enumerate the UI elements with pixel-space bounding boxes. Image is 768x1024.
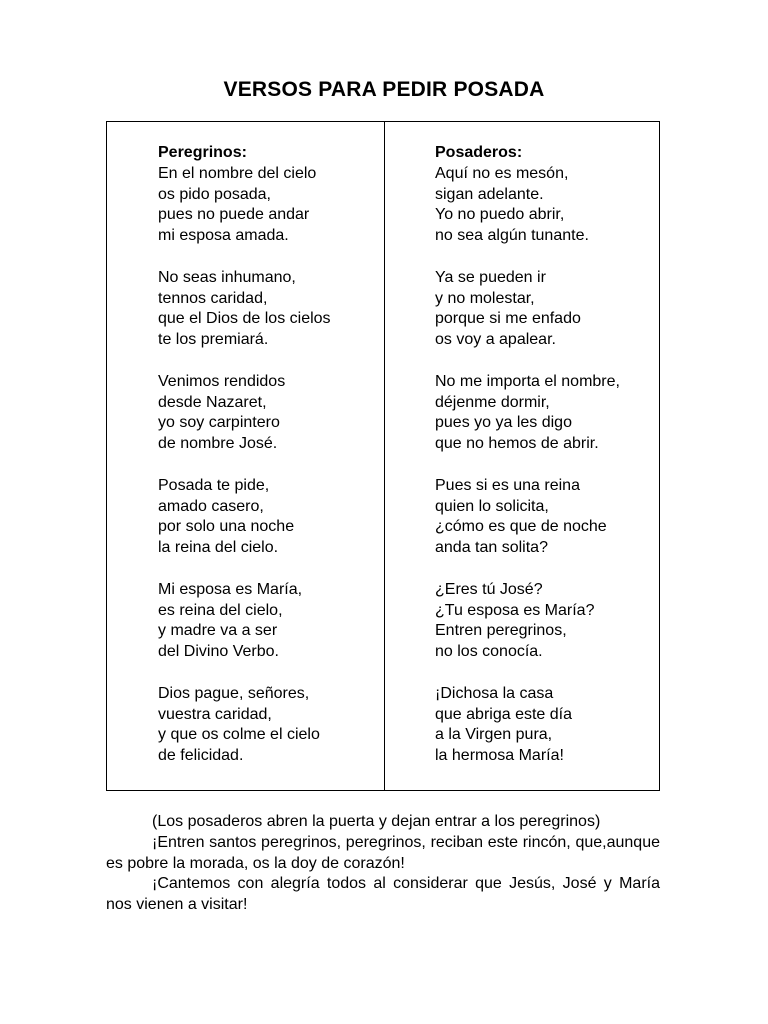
verse-line: que abriga este día	[435, 705, 572, 723]
verse-line: de nombre José.	[158, 435, 278, 453]
closing-paragraph: ¡Cantemos con alegría todos al considerar que Jesús, José y María nos vienen a visitar!	[106, 875, 660, 914]
peregrinos-stanza	[158, 684, 331, 767]
verse-line: Dios pague, señores,	[158, 684, 310, 702]
verse-line: que el Dios de los cielos	[158, 310, 331, 328]
verse-line: sigan adelante.	[435, 185, 544, 203]
posaderos-stanza	[435, 684, 620, 767]
peregrinos-stanza	[158, 580, 331, 663]
posaderos-column	[435, 143, 620, 788]
verse-line: En el nombre del cielo	[158, 164, 317, 182]
verse-line: a la Virgen pura,	[435, 726, 553, 744]
verse-line: y que os colme el cielo	[158, 726, 320, 744]
verse-line: No me importa el nombre,	[435, 372, 620, 390]
verse-line: te los premiará.	[158, 331, 269, 349]
verse-line: y no molestar,	[435, 289, 535, 307]
verse-line: porque si me enfado	[435, 310, 581, 328]
verse-line: ¡Dichosa la casa	[435, 684, 554, 702]
stage-direction: (Los posaderos abren la puerta y dejan entrar a los peregrinos)	[152, 813, 601, 830]
closing-text	[106, 812, 660, 916]
verse-line: quien lo solicita,	[435, 497, 549, 515]
verse-line: ¿Tu esposa es María?	[435, 601, 595, 619]
verse-line: de felicidad.	[158, 747, 244, 765]
peregrinos-stanza	[158, 476, 331, 559]
posaderos-stanza	[435, 476, 620, 559]
verse-line: os voy a apalear.	[435, 331, 556, 349]
verse-line: ¿cómo es que de noche	[435, 518, 607, 536]
verse-line: Aquí no es mesón,	[435, 164, 569, 182]
peregrinos-stanza	[158, 372, 331, 455]
verse-line: la reina del cielo.	[158, 539, 279, 557]
verse-line: no los conocía.	[435, 643, 543, 661]
verse-line: no sea algún tunante.	[435, 227, 589, 245]
verse-line: Mi esposa es María,	[158, 580, 303, 598]
verse-line: déjenme dormir,	[435, 393, 550, 411]
closing-paragraph: ¡Entren santos peregrinos, peregrinos, reciban este rincón, que,aunque es pobre la morada, os la doy de corazón!	[106, 833, 660, 872]
verse-line: mi esposa amada.	[158, 227, 289, 245]
verse-line: pues yo ya les digo	[435, 414, 572, 432]
peregrinos-stanza	[158, 164, 331, 247]
verse-line: os pido posada,	[158, 185, 271, 203]
verse-line: Entren peregrinos,	[435, 622, 567, 640]
posaderos-stanza	[435, 164, 620, 247]
verse-line: Yo no puedo abrir,	[435, 206, 565, 224]
verses-table	[106, 121, 660, 791]
verse-line: No seas inhumano,	[158, 268, 296, 286]
verse-line: Posada te pide,	[158, 476, 270, 494]
verse-line: tennos caridad,	[158, 289, 268, 307]
verse-line: vuestra caridad,	[158, 705, 272, 723]
verse-line: amado casero,	[158, 497, 264, 515]
posaderos-stanza	[435, 580, 620, 663]
verse-line: la hermosa María!	[435, 747, 564, 765]
peregrinos-heading: Peregrinos:	[158, 144, 247, 161]
posaderos-heading: Posaderos:	[435, 144, 523, 161]
posaderos-stanza	[435, 268, 620, 351]
verse-line: que no hemos de abrir.	[435, 435, 599, 453]
peregrinos-column	[158, 143, 331, 788]
verse-line: pues no puede andar	[158, 206, 310, 224]
verse-line: del Divino Verbo.	[158, 643, 279, 661]
verse-line: y madre va a ser	[158, 622, 278, 640]
peregrinos-stanza	[158, 268, 331, 351]
posaderos-stanza	[435, 372, 620, 455]
verse-line: anda tan solita?	[435, 539, 548, 557]
verse-line: Venimos rendidos	[158, 372, 286, 390]
column-divider	[384, 122, 385, 790]
verse-line: yo soy carpintero	[158, 414, 280, 432]
verse-line: ¿Eres tú José?	[435, 580, 543, 598]
verse-line: es reina del cielo,	[158, 601, 283, 619]
verse-line: desde Nazaret,	[158, 393, 267, 411]
verse-line: Pues si es una reina	[435, 476, 580, 494]
document-title: VERSOS PARA PEDIR POSADA	[223, 78, 545, 101]
verse-line: Ya se pueden ir	[435, 268, 546, 286]
verse-line: por solo una noche	[158, 518, 295, 536]
